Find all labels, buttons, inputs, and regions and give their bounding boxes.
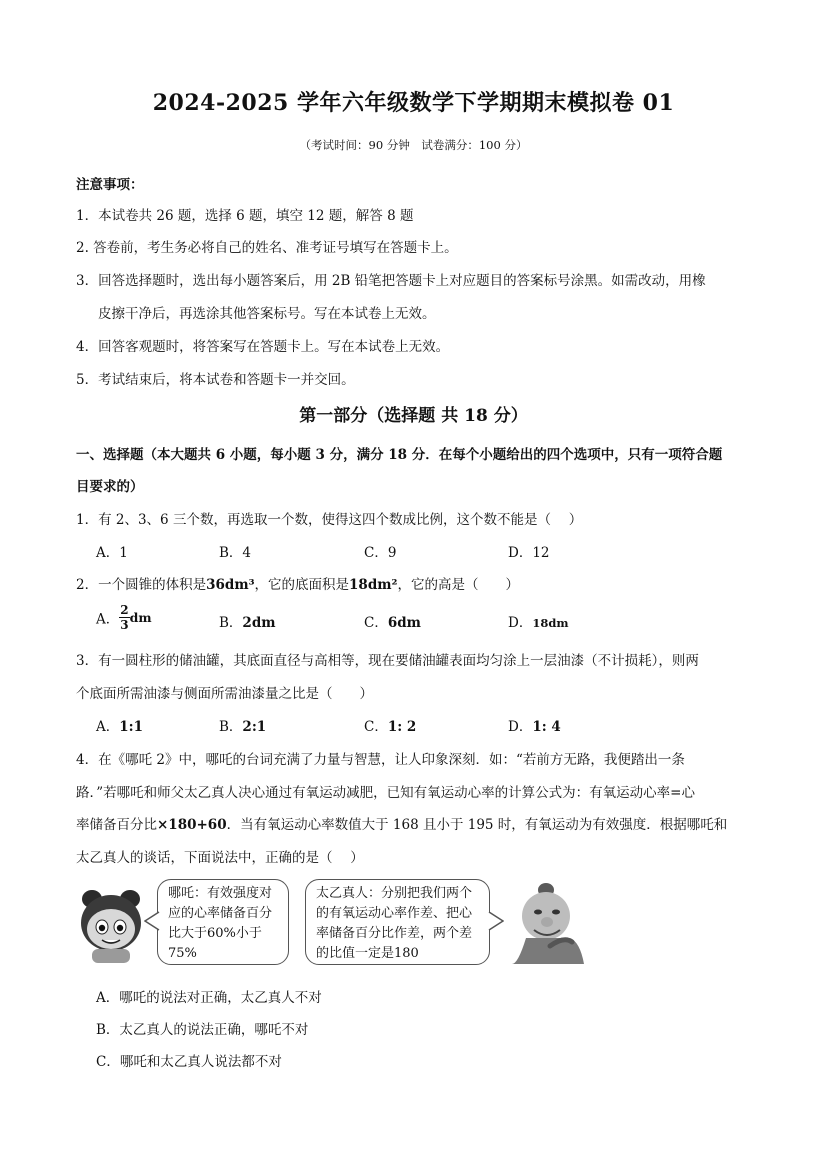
q2-option-b-letter: B．	[219, 615, 243, 631]
taiyi-illustration	[506, 880, 590, 964]
q3-option-d	[508, 715, 561, 735]
fraction-denominator: 3	[120, 618, 129, 632]
exam-info: （考试时间：90 分钟 试卷满分：100 分）	[299, 138, 528, 152]
notice-item-3-cont: 皮擦干净后，再选涂其他答案标号。写在本试卷上无效。	[98, 306, 436, 322]
nezha-speech-bubble: 哪吒：有效强度对应的心率储备百分比大于60%小于75%	[157, 879, 289, 965]
section-title: 第一部分（选择题 共 18 分）	[299, 406, 528, 426]
page-title: 2024-2025 学年六年级数学下学期期末模拟卷 01	[152, 90, 675, 116]
q3-option-c	[364, 715, 416, 735]
q3-option-b-value: 2:1	[242, 719, 267, 735]
q3-option-c-value: 1: 2	[387, 719, 417, 735]
notice-item-4: 4．回答客观题时，将答案写在答题卡上。写在本试卷上无效。	[76, 339, 450, 355]
q2-volume: 36dm³	[206, 577, 255, 593]
q4-option-a: A．哪吒的说法对正确，太乙真人不对	[96, 990, 322, 1006]
q2-stem-part-b: ，它的底面积是	[254, 577, 350, 593]
q4-option-b: B．太乙真人的说法正确，哪吒不对	[96, 1022, 309, 1038]
q3-option-a-letter: A．	[96, 719, 120, 735]
taiyi-speech-bubble: 太乙真人：分别把我们两个的有氧运动心率作差、把心率储备百分比作差，两个差的比值一定是180	[305, 879, 490, 965]
notice-item-5: 5．考试结束后，将本试卷和答题卡一并交回。	[76, 372, 355, 388]
notice-heading: 注意事项：	[76, 177, 144, 193]
q3-option-d-value: 1: 4	[532, 719, 561, 735]
q3-option-d-letter: D．	[508, 719, 533, 735]
question-4-stem: 4．在《哪吒 2》中，哪吒的台词充满了力量与智慧，让人印象深刻．如：“若前方无路，我便踏出一条	[76, 752, 685, 768]
q2-option-c	[364, 611, 421, 631]
q1-option-b: B．4	[219, 545, 252, 561]
q1-option-a: A．1	[96, 545, 128, 561]
q2-option-a-letter: A．	[96, 611, 120, 628]
section-instruction: 一、选择题（本大题共 6 小题，每小题 3 分，满分 18 分．在每个小题给出的四个选项中，只有一项符合题	[76, 447, 723, 463]
q4-option-c: C．哪吒和太乙真人说法都不对	[96, 1054, 282, 1070]
q2-stem-part-a: 2．一个圆锥的体积是	[76, 577, 207, 593]
question-1-stem: 1．有 2、3、6 三个数，再选取一个数，使得这四个数成比例，这个数不能是（ ）	[76, 512, 583, 528]
question-2-stem	[76, 573, 519, 593]
nezha-bubble-tail	[144, 910, 160, 932]
q2-option-d-value: 18dm	[532, 616, 569, 630]
q3-option-a	[96, 715, 143, 735]
question-3-stem: 3．有一圆柱形的储油罐，其底面直径与高相等，现在要储油罐表面均匀涂上一层油漆（不计损耗），则两	[76, 653, 699, 669]
q2-option-b	[219, 611, 276, 631]
section-instruction-cont: 目要求的）	[76, 479, 144, 495]
fraction-numerator: 2	[120, 603, 129, 617]
q1-option-c: C．9	[364, 545, 397, 561]
q3-option-a-value: 1:1	[119, 719, 144, 735]
q2-option-a-fraction	[119, 603, 129, 632]
question-4-stem-line3	[76, 813, 727, 833]
q4-formula: ×180+60	[157, 817, 227, 833]
question-4-stem-line4: 太乙真人的谈话，下面说法中，正确的是（ ）	[76, 850, 364, 866]
q2-option-d-letter: D．	[508, 615, 533, 631]
q2-stem-part-c: ，它的高是（ ）	[397, 577, 519, 593]
q2-option-a	[96, 603, 152, 632]
notice-item-3: 3．回答选择题时，选出每小题答案后，用 2B 铅笔把答题卡上对应题目的答案标号涂黑。如需改动，用橡	[76, 273, 706, 289]
q2-option-a-unit: dm	[129, 610, 152, 625]
q3-option-c-letter: C．	[364, 719, 388, 735]
q2-option-b-value: 2dm	[242, 615, 276, 631]
question-3-stem-cont: 个底面所需油漆与侧面所需油漆量之比是（ ）	[76, 686, 373, 702]
q4-line3-a: 率储备百分比	[76, 817, 157, 833]
q1-option-d: D．12	[508, 545, 550, 561]
question-4-stem-line2: 路．”若哪吒和师父太乙真人决心通过有氧运动减肥，已知有氧运动心率的计算公式为：有氧运动心率=心	[76, 785, 695, 801]
q2-area: 18dm²	[349, 577, 398, 593]
q3-option-b	[219, 715, 266, 735]
q2-option-c-value: 6dm	[387, 615, 421, 631]
nezha-illustration	[72, 885, 150, 965]
q2-option-c-letter: C．	[364, 615, 388, 631]
taiyi-bubble-tail	[488, 910, 504, 932]
notice-item-1: 1．本试卷共 26 题，选择 6 题，填空 12 题，解答 8 题	[76, 208, 414, 224]
q3-option-b-letter: B．	[219, 719, 243, 735]
q4-line3-c: ．当有氧运动心率数值大于 168 且小于 195 时，有氧运动为有效强度．根据哪吒和	[226, 817, 728, 833]
notice-item-2: 2. 答卷前，考生务必将自己的姓名、准考证号填写在答题卡上。	[76, 240, 458, 256]
q2-option-d	[508, 611, 569, 631]
